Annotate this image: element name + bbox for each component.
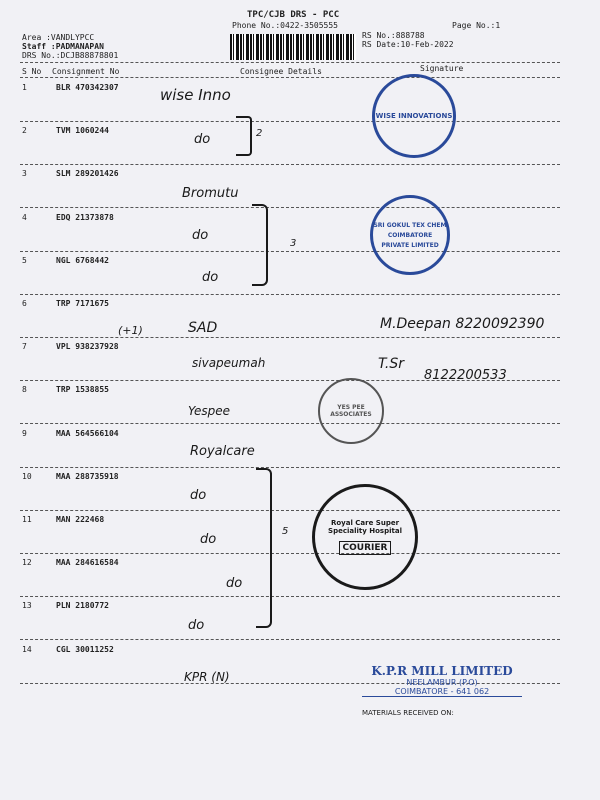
row-number: 11 bbox=[22, 515, 32, 524]
stamp-wise-innovations-text: WISE INNOVATIONS bbox=[375, 112, 453, 120]
row-divider bbox=[20, 553, 560, 554]
page-number: Page No.:1 bbox=[452, 21, 501, 30]
signature-row6: M.Deepan 8220092390 bbox=[380, 316, 545, 332]
row-divider bbox=[20, 639, 560, 640]
handwriting-row4-ditto: do bbox=[192, 228, 209, 243]
drs-title: TPC/CJB DRS - PCC bbox=[247, 10, 340, 20]
kpr-line3: MATERIALS RECEIVED ON: bbox=[362, 709, 454, 717]
handwriting-row4-count: 3 bbox=[290, 238, 297, 249]
consignment-number: CGL 30011252 bbox=[56, 645, 114, 654]
column-details: Consignee Details bbox=[240, 67, 322, 76]
area-field: Area :VANDLYPCC bbox=[22, 33, 95, 42]
stamp-yes-pee bbox=[318, 378, 384, 444]
row-number: 3 bbox=[22, 169, 27, 178]
kpr-line2: COIMBATORE - 641 062 bbox=[362, 687, 522, 697]
stamp-wise-innovations bbox=[372, 74, 456, 158]
handwriting-row7: sivapeumah bbox=[192, 356, 266, 370]
consignment-number: SLM 289201426 bbox=[56, 169, 119, 178]
consignment-number: TRP 1538855 bbox=[56, 385, 109, 394]
row-divider bbox=[20, 121, 560, 122]
row-number: 4 bbox=[22, 213, 27, 222]
stamp-sri-gokul-top: SRI GOKUL TEX CHEM bbox=[373, 221, 447, 229]
column-sno: S No bbox=[22, 67, 42, 76]
handwriting-row12-ditto: do bbox=[226, 576, 243, 591]
row-number: 1 bbox=[22, 83, 27, 92]
stamp-sri-gokul-bottom: PRIVATE LIMITED bbox=[381, 241, 439, 249]
row-divider bbox=[20, 164, 560, 165]
consignment-number: TRP 7171675 bbox=[56, 299, 109, 308]
row-divider bbox=[20, 251, 560, 252]
handwriting-row5-ditto: do bbox=[202, 270, 219, 285]
consignment-number: BLR 470342307 bbox=[56, 83, 119, 92]
row-divider bbox=[20, 423, 560, 424]
bracket-row1-2 bbox=[236, 116, 252, 156]
row-divider bbox=[20, 294, 560, 295]
header-divider bbox=[20, 62, 560, 63]
handwriting-row9: Royalcare bbox=[190, 444, 255, 459]
kpr-line1: NEELAMBUR (P.O) bbox=[406, 678, 478, 687]
row-number: 10 bbox=[22, 472, 32, 481]
row-divider bbox=[20, 207, 560, 208]
row-number: 12 bbox=[22, 558, 32, 567]
row-divider bbox=[20, 467, 560, 468]
row-number: 14 bbox=[22, 645, 32, 654]
signature-row7-phone: 8122200533 bbox=[424, 368, 507, 383]
signature-row7: T.Sr bbox=[378, 356, 404, 372]
consignment-number: MAA 284616584 bbox=[56, 558, 119, 567]
consignment-number: MAA 564566104 bbox=[56, 429, 119, 438]
consignment-number: VPL 938237928 bbox=[56, 342, 119, 351]
column-consignment: Consignment No bbox=[52, 67, 120, 76]
kpr-stamp bbox=[362, 664, 522, 717]
row-number: 2 bbox=[22, 126, 27, 135]
barcode bbox=[230, 34, 356, 60]
handwriting-row10-ditto: do bbox=[190, 488, 207, 503]
handwriting-row2-ditto: do bbox=[194, 132, 211, 147]
row-divider bbox=[20, 596, 560, 597]
row-number: 9 bbox=[22, 429, 27, 438]
handwriting-row6-mark: (+1) bbox=[118, 324, 143, 337]
row-number: 6 bbox=[22, 299, 27, 308]
column-signature: Signature bbox=[420, 64, 464, 73]
rs-number: RS No.:888788 bbox=[362, 31, 425, 40]
consignment-number: PLN 2180772 bbox=[56, 601, 109, 610]
consignment-number: MAN 222468 bbox=[56, 515, 105, 524]
stamp-sri-gokul-city: COIMBATORE bbox=[387, 231, 433, 239]
row-number: 5 bbox=[22, 256, 27, 265]
consignment-number: MAA 288735918 bbox=[56, 472, 119, 481]
stamp-royal-care-center: COURIER bbox=[339, 541, 392, 555]
consignment-number: NGL 6768442 bbox=[56, 256, 109, 265]
bracket-row3-5 bbox=[252, 204, 268, 286]
row-divider bbox=[20, 337, 560, 338]
handwriting-row13-ditto: do bbox=[188, 618, 205, 633]
handwriting-row2-count: 2 bbox=[256, 128, 263, 139]
staff-field: Staff :PADMANAPAN bbox=[22, 42, 104, 51]
stamp-royal-care-ring: Royal Care Super Speciality Hospital bbox=[328, 519, 402, 535]
handwriting-row11-count: 5 bbox=[282, 526, 289, 537]
row-divider bbox=[20, 510, 560, 511]
row-number: 7 bbox=[22, 342, 27, 351]
drs-number: DRS No.:DCJB88878801 bbox=[22, 51, 119, 60]
handwriting-row3: Bromutu bbox=[182, 186, 239, 201]
bracket-row9-13 bbox=[256, 468, 272, 628]
stamp-yes-pee-text: YES PEE ASSOCIATES bbox=[330, 404, 372, 418]
column-divider bbox=[20, 77, 560, 78]
handwriting-row11-ditto: do bbox=[200, 532, 217, 547]
row-number: 13 bbox=[22, 601, 32, 610]
kpr-name: K.P.R MILL LIMITED bbox=[371, 664, 513, 678]
phone-number: Phone No.:0422-3505555 bbox=[232, 21, 338, 30]
handwriting-row8: Yespee bbox=[188, 404, 231, 418]
rs-date: RS Date:10-Feb-2022 bbox=[362, 40, 454, 49]
consignment-number: TVM 1060244 bbox=[56, 126, 109, 135]
handwriting-row1: wise Inno bbox=[160, 86, 231, 104]
consignment-number: EDQ 21373878 bbox=[56, 213, 114, 222]
handwriting-row14: KPR (N) bbox=[184, 670, 230, 684]
stamp-royal-care bbox=[312, 484, 418, 590]
stamp-sri-gokul bbox=[370, 195, 450, 275]
handwriting-row6: SAD bbox=[188, 320, 218, 336]
row-number: 8 bbox=[22, 385, 27, 394]
